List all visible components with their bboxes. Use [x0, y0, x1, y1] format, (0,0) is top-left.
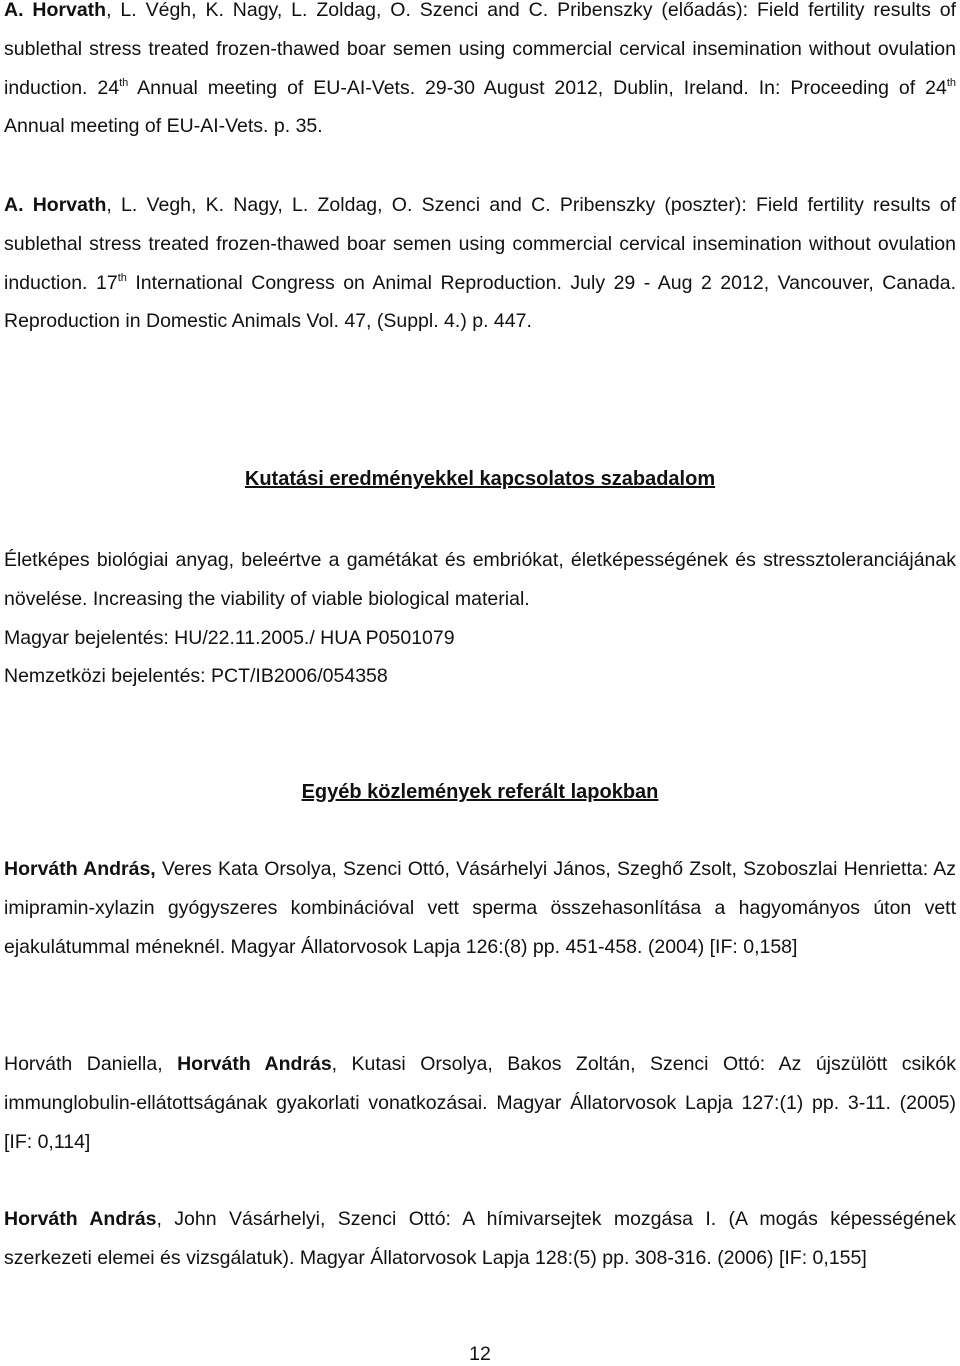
reference-2 — [4, 186, 956, 341]
reference-text: International Congress on Animal Reproduction. July 29 - Aug 2 2012, Vancouver, Canada. Reproduction in Domestic Animals Vol. 47, (Suppl. 4.) p. 447. — [4, 271, 956, 333]
section-heading-other-publications: Egyéb közlemények referált lapokban — [301, 781, 659, 803]
publication-3 — [4, 1200, 956, 1278]
reference-text: , L. Végh, K. Nagy, L. Zoldag, O. Szenci and C. Pribenszky (előadás): Field fertility results of sublethal stress treated frozen-thawed boar semen using commercial cervical insemination without ovulation induction. 24 — [4, 0, 956, 99]
section-heading-patent: Kutatási eredményekkel kapcsolatos szabadalom — [244, 468, 716, 490]
patent-hu-line: Magyar bejelentés: HU/22.11.2005./ HUA P0501079 — [4, 627, 455, 649]
superscript: th — [119, 76, 129, 89]
publication-1 — [4, 850, 956, 966]
author-bold: Horváth András — [4, 1208, 157, 1230]
author-bold: Horváth András — [177, 1053, 332, 1075]
author-bold: A. Horvath — [4, 194, 107, 216]
superscript: th — [117, 271, 127, 284]
publication-text: , John Vásárhelyi, Szenci Ottó: A hímivarsejtek mozgása I. (A mogás képességének szerkezeti elemei és vizsgálatuk). Magyar Állatorvosok Lapja 128:(5) pp. 308-316. (2006) [IF: 0,155] — [4, 1208, 956, 1269]
publication-2 — [4, 1045, 956, 1161]
patent-international-line: Nemzetközi bejelentés: PCT/IB2006/054358 — [4, 665, 388, 687]
publication-text: , Kutasi Orsolya, Bakos Zoltán, Szenci Ottó: Az újszülött csikók immunglobulin-ellátottságának gyakorlati vonatkozásai. Magyar Állatorvosok Lapja 127:(1) pp. 3-11. (2005) [IF: 0,114] — [4, 1053, 956, 1153]
patent-text: Életképes biológiai anyag, beleértve a gamétákat és embriókat, életképességének és stressztoleranciájának növelése. Increasing the viability of viable biological material. — [4, 549, 956, 610]
author-bold: Horváth András, — [4, 858, 156, 880]
publication-pre: Horváth Daniella, — [4, 1053, 178, 1075]
publication-text: Veres Kata Orsolya, Szenci Ottó, Vásárhelyi János, Szeghő Zsolt, Szoboszlai Henrietta: Az imipramin-xylazin gyógyszeres kombinációval vett sperma összehasonlítása a hagyományos úton vett ejakulátummal méneknél. Magyar Állatorvosok Lapja 126:(8) pp. 451-458. (2004) [IF: 0,158] — [4, 858, 956, 958]
superscript: th — [946, 76, 956, 89]
patent-description — [4, 541, 956, 619]
author-bold: A. Horvath — [4, 0, 107, 21]
reference-1 — [4, 0, 956, 146]
reference-text: Annual meeting of EU-AI-Vets. p. 35. — [4, 115, 323, 138]
reference-text: Annual meeting of EU-AI-Vets. 29-30 August 2012, Dublin, Ireland. In: Proceeding of 24 — [128, 76, 947, 99]
page-number: 12 — [469, 1343, 491, 1365]
reference-text: , L. Vegh, K. Nagy, L. Zoldag, O. Szenci and C. Pribenszky (poszter): Field fertility results of sublethal stress treated frozen-thawed boar semen using commercial cervical insemination without ovulation induction. 17 — [4, 194, 956, 294]
